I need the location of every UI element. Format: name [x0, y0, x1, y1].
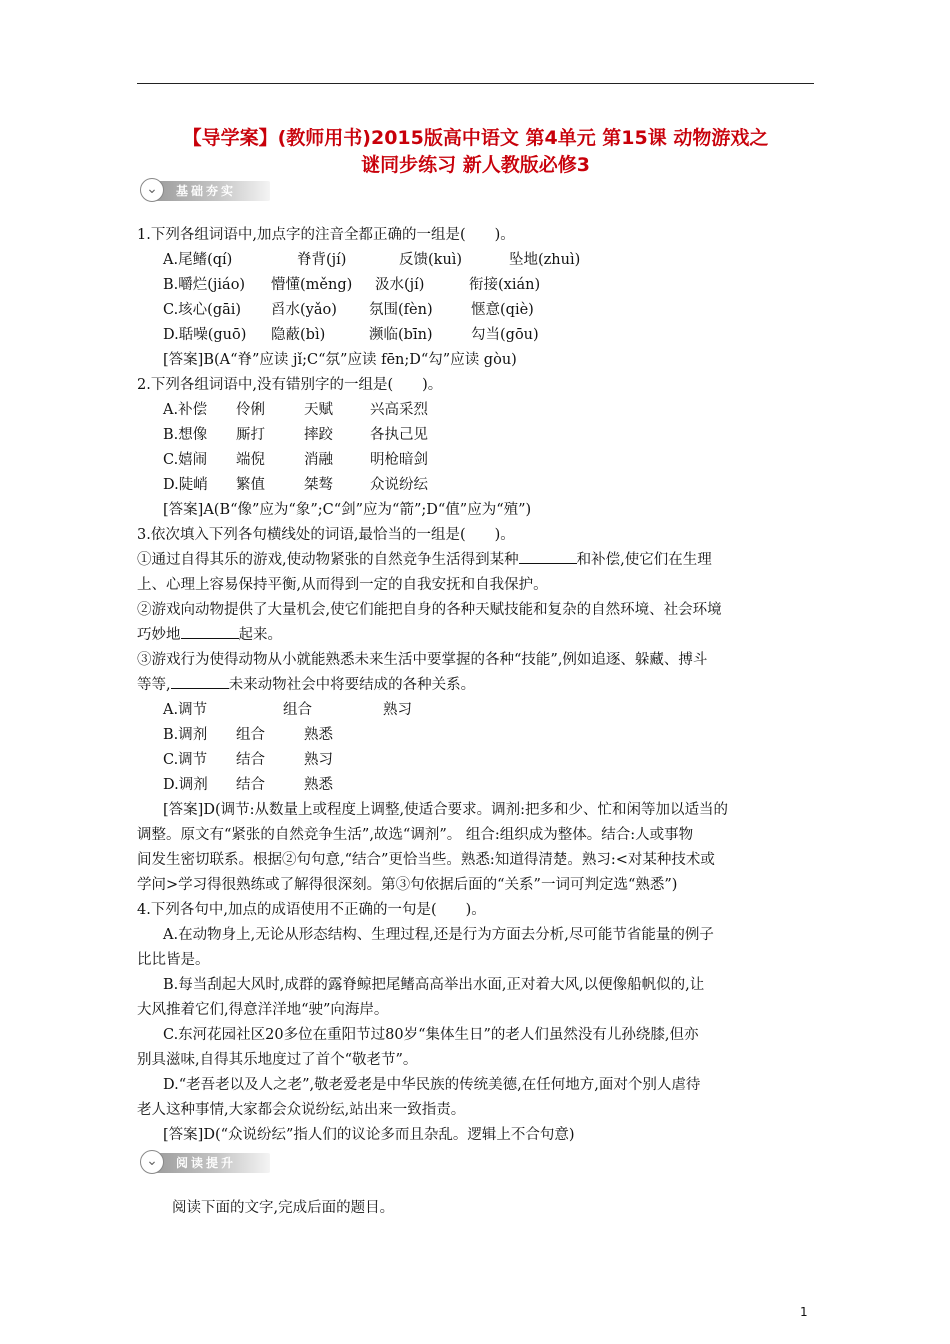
chevron-down-icon: ⌄	[140, 1150, 164, 1174]
reading-intro: 阅读下面的文字,完成后面的题目。	[172, 1200, 395, 1216]
q3-answer-line-4: 学问>学习得很熟练或了解得很深刻。第③句依据后面的“关系”一词可判定选“熟悉”)	[137, 877, 678, 893]
q2-stem: 2.下列各组词语中,没有错别字的一组是( )。	[137, 377, 443, 393]
section-label: 基础夯实	[176, 184, 237, 198]
q4-option-a-cont: 比比皆是。	[137, 952, 210, 968]
q4-option-d: D.“老吾老以及人之老”,敬老爱老是中华民族的传统美德,在任何地方,面对个别人虐待	[163, 1077, 701, 1093]
fill-blank	[519, 549, 577, 564]
q4-option-c-cont: 别具滋味,自得其乐地度过了首个“敬老节”。	[137, 1052, 418, 1068]
q3-sentence-3-cont: 等等, 未来动物社会中将要结成的各种关系。	[137, 673, 475, 698]
section-label: 阅读提升	[176, 1156, 237, 1170]
chevron-down-icon: ⌄	[140, 178, 164, 202]
title-line-2: 谜同步练习 新人教版必修3	[361, 154, 590, 176]
q2-answer: [答案]A(B“像”应为“象”;C“剑”应为“箭”;D“值”应为“殖”)	[163, 502, 532, 518]
q3-sentence-1: ①通过自得其乐的游戏,使动物紧张的自然竞争生活得到某种 和补偿,使它们在生理	[137, 548, 712, 573]
q4-option-c: C.东河花园社区20多位在重阳节过80岁“集体生日”的老人们虽然没有儿孙绕膝,但亦	[163, 1027, 699, 1043]
q4-option-d-cont: 老人这种事情,大家都会众说纷纭,站出来一致指责。	[137, 1102, 466, 1118]
q3-sentence-2-cont: 巧妙地 起来。	[137, 623, 282, 648]
section-banner-basic	[140, 178, 270, 204]
title-line-1: 【导学案】(教师用书)2015版高中语文 第4单元 第15课 动物游戏之	[182, 127, 769, 149]
fill-blank	[171, 674, 229, 689]
q4-option-b-cont: 大风推着它们,得意洋洋地“驶”向海岸。	[137, 1002, 389, 1018]
q3-answer-line-2: 调整。原文有“紧张的自然竞争生活”,故选“调剂”。 组合:组织成为整体。结合:人或事物	[137, 827, 694, 843]
section-banner-reading	[140, 1150, 270, 1176]
fill-blank	[181, 624, 239, 639]
q3-answer-line-3: 间发生密切联系。根据②句句意,“结合”更恰当些。熟悉:知道得清楚。熟习:<对某种技术或	[137, 852, 715, 868]
q3-sentence-3: ③游戏行为使得动物从小就能熟悉未来生活中要掌握的各种“技能”,例如追逐、躲藏、搏斗	[137, 652, 708, 668]
q3-answer-line-1: [答案]D(调节:从数量上或程度上调整,使适合要求。调剂:把多和少、忙和闲等加以适当的	[163, 802, 728, 818]
q3-sentence-2: ②游戏向动物提供了大量机会,使它们能把自身的各种天赋技能和复杂的自然环境、社会环境	[137, 602, 722, 618]
q4-option-b: B.每当刮起大风时,成群的露脊鲸把尾鳍高高举出水面,正对着大风,以便像船帆似的,让	[163, 977, 705, 993]
q4-stem: 4.下列各句中,加点的成语使用不正确的一句是( )。	[137, 902, 486, 918]
q4-answer: [答案]D(“众说纷纭”指人们的议论多而且杂乱。逻辑上不合句意)	[163, 1127, 575, 1143]
q3-stem: 3.依次填入下列各句横线处的词语,最恰当的一组是( )。	[137, 527, 515, 543]
page-number: 1	[800, 1305, 808, 1319]
q4-option-a: A.在动物身上,无论从形态结构、生理过程,还是行为方面去分析,尽可能节省能量的例子	[163, 927, 714, 943]
q1-answer: [答案]B(A“脊”应读 jǐ;C“氛”应读 fēn;D“勾”应读 gòu)	[163, 352, 517, 368]
header-rule	[137, 83, 814, 84]
q1-stem: 1.下列各组词语中,加点字的注音全都正确的一组是( )。	[137, 227, 515, 243]
document-title	[137, 125, 814, 179]
q3-sentence-1-cont: 上、心理上容易保持平衡,从而得到一定的自我安抚和自我保护。	[137, 577, 548, 593]
